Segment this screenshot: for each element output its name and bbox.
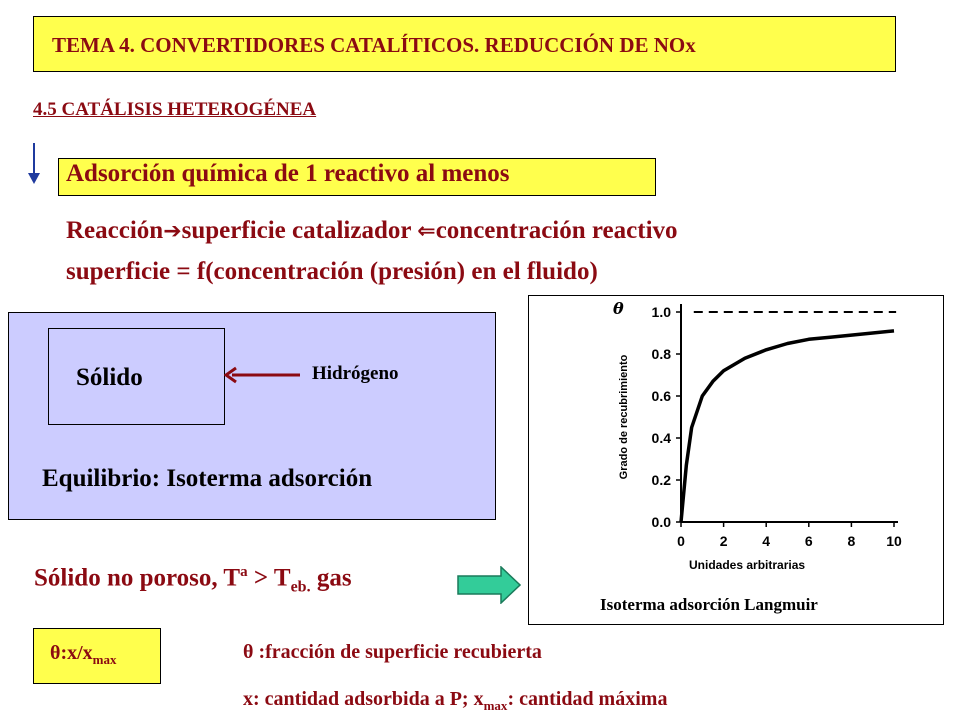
x-meaning-a: x: cantidad adsorbida a P; x bbox=[243, 688, 484, 710]
theta-sub: max bbox=[92, 652, 117, 667]
condition-text-a: Sólido no poroso, T bbox=[34, 564, 241, 592]
reaction-line bbox=[66, 217, 678, 245]
y-symbol-label: θ bbox=[613, 299, 624, 318]
theta-symbol: θ bbox=[50, 642, 61, 664]
left-arrow-icon: ⇐ bbox=[417, 219, 436, 244]
y-tick-label: 0.8 bbox=[651, 346, 671, 362]
green-right-arrow-icon bbox=[457, 566, 521, 604]
hydrogen-arrow-icon bbox=[224, 365, 300, 385]
slide-title: TEMA 4. CONVERTIDORES CATALÍTICOS. REDUCCIÓN DE NOx bbox=[52, 33, 696, 57]
theta-ratio: :x/x bbox=[60, 642, 93, 664]
y-tick-label: 1.0 bbox=[651, 304, 671, 320]
graph-caption: Isoterma adsorción Langmuir bbox=[600, 595, 818, 614]
condition-text-c: gas bbox=[310, 564, 352, 592]
theta-formula bbox=[50, 642, 117, 668]
y-axis-label: Grado de recubrimiento bbox=[618, 354, 630, 480]
x-tick-label: 6 bbox=[804, 533, 813, 549]
x-meaning-b: : cantidad máxima bbox=[507, 688, 668, 710]
down-arrow-icon bbox=[24, 143, 44, 185]
nonporous-solid-condition bbox=[34, 564, 352, 596]
reaction-word: Reacción bbox=[66, 217, 164, 244]
x-tick-label: 4 bbox=[762, 533, 771, 549]
section-subtitle: 4.5 CATÁLISIS HETEROGÉNEA bbox=[33, 99, 317, 120]
x-tick-label: 8 bbox=[847, 533, 856, 549]
isotherm-curve bbox=[681, 331, 894, 522]
condition-sub: eb. bbox=[290, 578, 311, 596]
equilibrium-label: Equilibrio: Isoterma adsorción bbox=[42, 465, 373, 492]
adsorcion-heading: Adsorción química de 1 reactivo al menos bbox=[66, 160, 510, 187]
condition-sup: a bbox=[240, 564, 248, 580]
x-tick-label: 2 bbox=[719, 533, 728, 549]
y-tick-label: 0.4 bbox=[651, 430, 671, 446]
x-axis-label: Unidades arbitrarias bbox=[689, 558, 806, 572]
hydrogen-label: Hidrógeno bbox=[312, 363, 399, 384]
condition-text-b: > T bbox=[247, 564, 291, 592]
y-tick-label: 0.0 bbox=[651, 514, 671, 530]
surface-text: superficie catalizador bbox=[181, 217, 418, 244]
theta-symbol-2: θ bbox=[243, 641, 254, 663]
langmuir-chart bbox=[530, 297, 942, 593]
solid-label: Sólido bbox=[76, 364, 143, 391]
concentration-text: concentración reactivo bbox=[435, 217, 678, 244]
surface-function-line: superficie = f(concentración (presión) en el fluido) bbox=[66, 258, 598, 285]
x-tick-label: 10 bbox=[886, 533, 902, 549]
x-definition bbox=[243, 688, 667, 714]
y-tick-label: 0.2 bbox=[651, 472, 671, 488]
right-arrow-icon: ➔ bbox=[163, 219, 182, 244]
theta-meaning: :fracción de superficie recubierta bbox=[253, 641, 542, 663]
x-tick-label: 0 bbox=[677, 533, 685, 549]
x-sub: max bbox=[483, 698, 508, 713]
theta-definition bbox=[243, 641, 542, 664]
y-tick-label: 0.6 bbox=[651, 388, 671, 404]
